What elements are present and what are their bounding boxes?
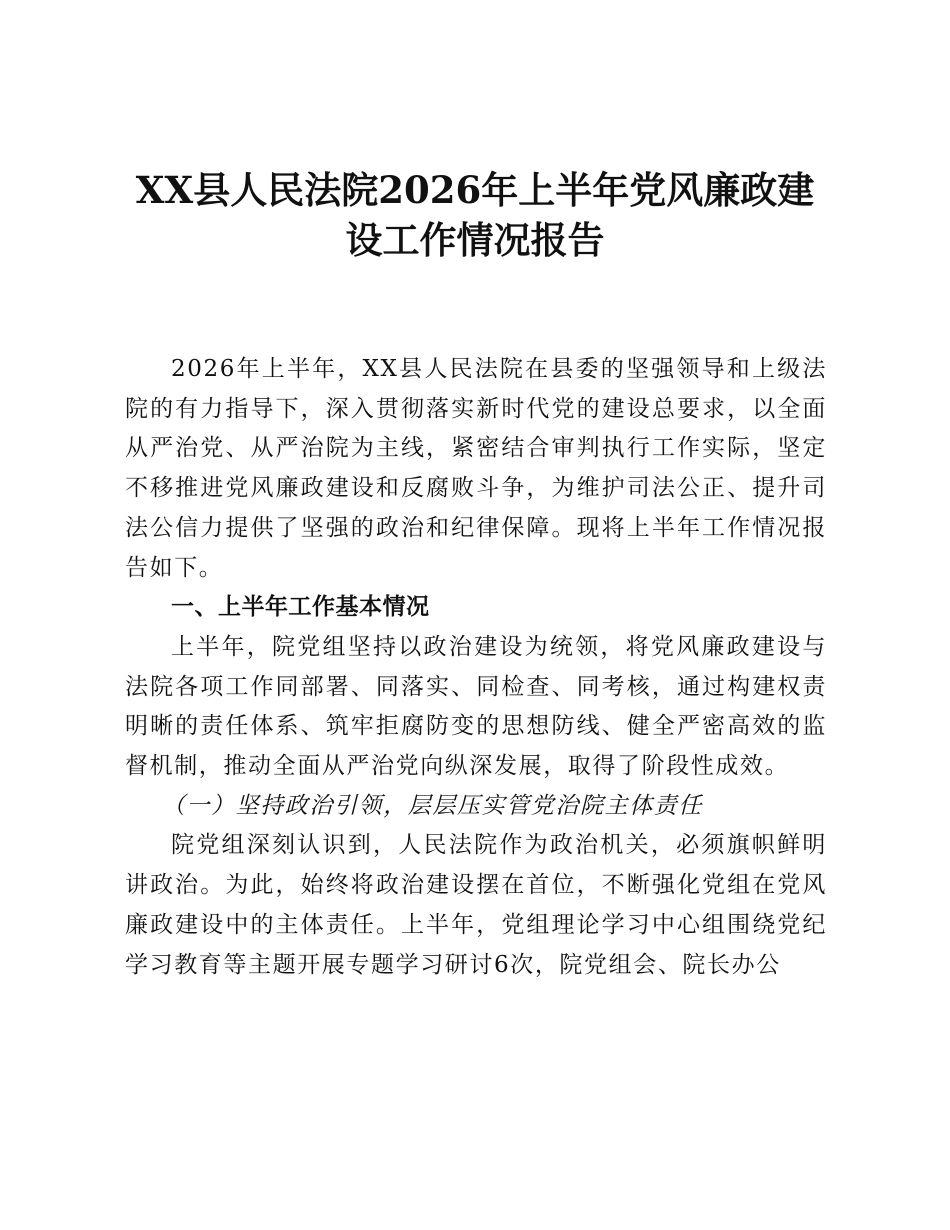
section-heading-basic-situation: 一、上半年工作基本情况: [171, 594, 430, 621]
document-title: XX县人民法院2026年上半年党风廉政建设工作情况报告: [135, 168, 815, 262]
section-summary-paragraph: 上半年，院党组坚持以政治建设为统领，将党风廉政建设与法院各项工作同部署、同落实、同检查、同考核，通过构建权责明晰的责任体系、筑牢拒腐防变的思想防线、健全严密高效的监督机制，推动全面从严治党向纵深发展，取得了阶段性成效。: [125, 633, 827, 780]
subsection-heading-political-leadership: （一）坚持政治引领，层层压实管党治院主体责任: [161, 792, 703, 819]
intro-paragraph: 2026年上半年，XX县人民法院在县委的坚强领导和上级法院的有力指导下，深入贯彻落实新时代党的建设总要求，以全面从严治党、从严治院为主线，紧密结合审判执行工作实际，坚定不移推进党风廉政建设和反腐败斗争，为维护司法公正、提升司法公信力提供了坚强的政治和纪律保障。现将上半年工作情况报告如下。: [125, 356, 827, 581]
document-body: [125, 350, 827, 985]
subsection-paragraph: 院党组深刻认识到，人民法院作为政治机关，必须旗帜鲜明讲政治。为此，始终将政治建设摆在首位，不断强化党组在党风廉政建设中的主体责任。上半年，党组理论学习中心组围绕党纪学习教育等主题开展专题学习研讨6次，院党组会、院长办公: [125, 832, 827, 978]
